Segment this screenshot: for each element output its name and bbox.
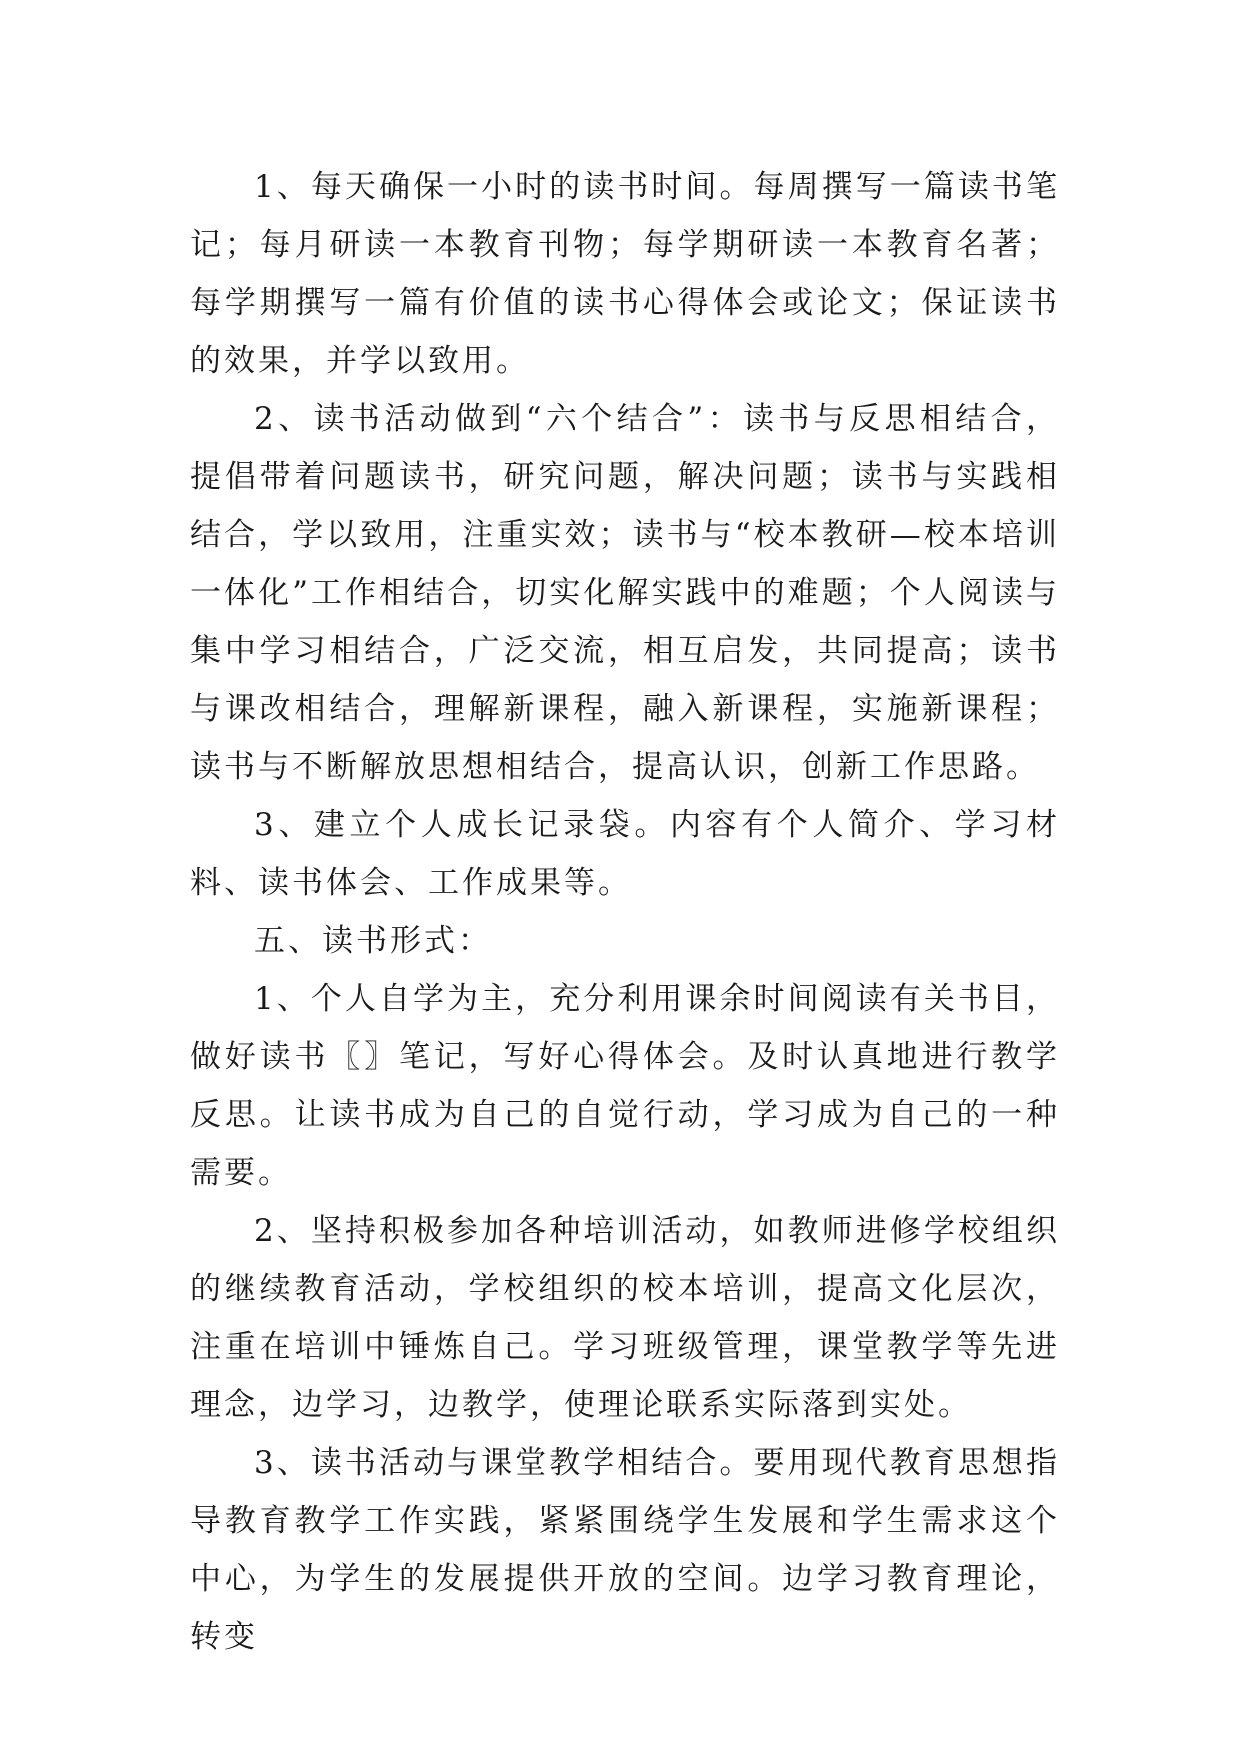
paragraph-six-combinations: 2、读书活动做到“六个结合”：读书与反思相结合，提倡带着问题读书，研究问题，解决问题；读书与实践相结合，学以致用，注重实效；读书与“校本教研—校本培训一体化”工作相结合，切实化解实践中的难题；个人阅读与集中学习相结合，广泛交流，相互启发，共同提高；读书与课改相结合，理解新课程，融入新课程，实施新课程；读书与不断解放思想相结合，提高认识，创新工作思路。	[190, 401, 1060, 785]
paragraph-self-study: 1、个人自学为主，充分利用课余时间阅读有关书目，做好读书〖〗笔记，写好心得体会。及时认真地进行教学反思。让读书成为自己的自觉行动，学习成为自己的一种需要。	[190, 981, 1060, 1191]
paragraph-classroom-teaching: 3、读书活动与课堂教学相结合。要用现代教育思想指导教育教学工作实践，紧紧围绕学生发展和学生需求这个中心，为学生的发展提供开放的空间。边学习教育理论，转变	[190, 1445, 1060, 1655]
paragraph-training: 2、坚持积极参加各种培训活动，如教师进修学校组织的继续教育活动，学校组织的校本培训，提高文化层次，注重在培训中锤炼自己。学习班级管理，课堂教学等先进理念，边学习，边教学，使理论联系实际落到实处。	[190, 1213, 1060, 1423]
section-heading-reading-forms: 五、读书形式：	[254, 923, 492, 959]
document-body	[190, 158, 1060, 1666]
paragraph-reading-time: 1、每天确保一小时的读书时间。每周撰写一篇读书笔记；每月研读一本教育刊物；每学期研读一本教育名著；每学期撰写一篇有价值的读书心得体会或论文；保证读书的效果，并学以致用。	[190, 169, 1060, 379]
paragraph-growth-record: 3、建立个人成长记录袋。内容有个人简介、学习材料、读书体会、工作成果等。	[190, 807, 1060, 901]
